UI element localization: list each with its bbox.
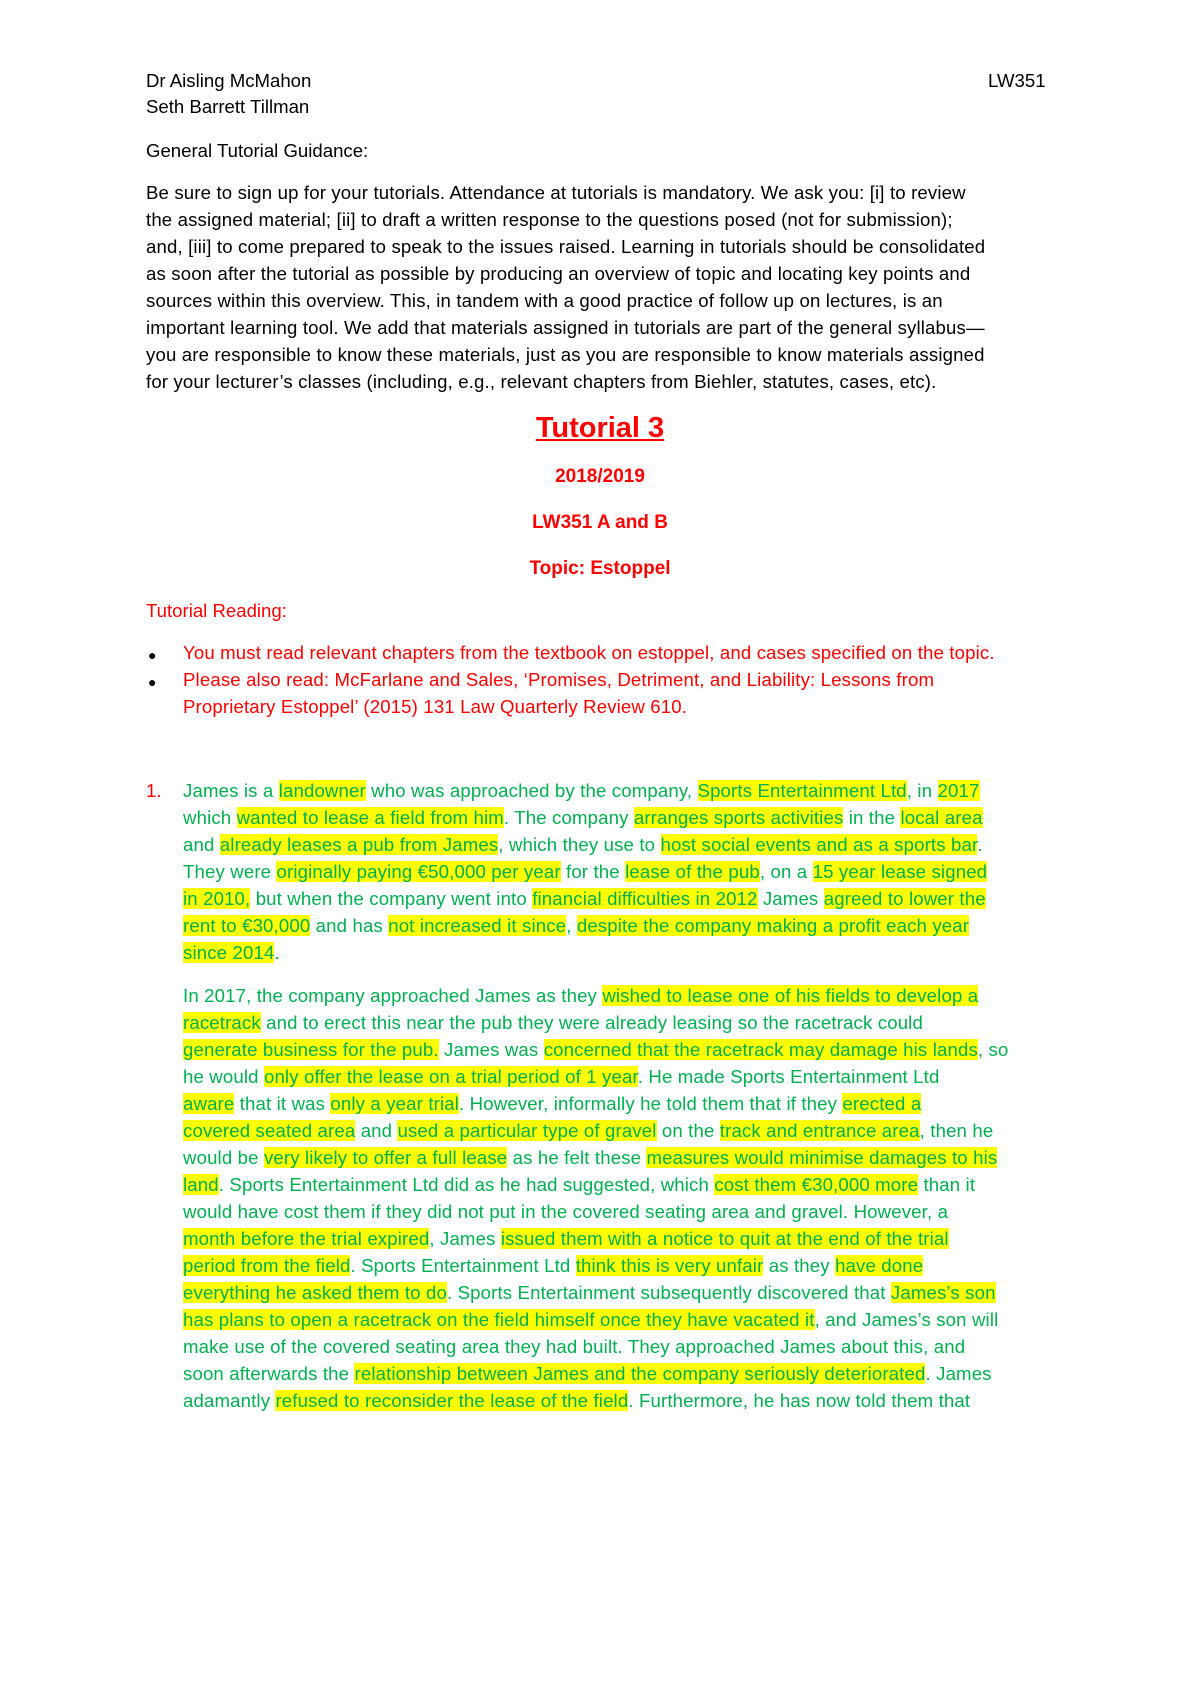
highlighted-text: Sports Entertainment Ltd	[697, 780, 907, 801]
academic-year: 2018/2019	[555, 466, 645, 487]
guidance-heading: General Tutorial Guidance:	[146, 140, 369, 161]
plain-text: for the	[560, 861, 626, 882]
highlighted-text: everything he asked them to do	[183, 1282, 447, 1303]
highlighted-text: track and entrance area	[719, 1120, 920, 1141]
guidance-line: as soon after the tutorial as possible by producing an overview of topic and locating key points and	[146, 263, 971, 284]
highlighted-text: local area	[900, 807, 983, 828]
question-line	[183, 1336, 965, 1358]
highlighted-text: relationship between James and the company seriously deteriorated	[354, 1363, 926, 1384]
highlighted-text: lease of the pub	[625, 861, 760, 882]
plain-text: soon afterwards the	[183, 1363, 355, 1384]
question-number: 1.	[146, 780, 162, 801]
highlighted-text: host social events and as a sports bar	[660, 834, 978, 855]
highlighted-text: generate business for the pub.	[183, 1039, 439, 1060]
question-line	[183, 1390, 970, 1412]
highlighted-text: already leases a pub from James	[219, 834, 499, 855]
plain-text: James is a	[183, 780, 279, 801]
highlighted-text: 15 year lease signed	[812, 861, 988, 882]
reading-heading: Tutorial Reading:	[146, 600, 287, 621]
question-line	[183, 1093, 921, 1115]
highlighted-text: period from the field	[183, 1255, 351, 1276]
highlighted-text: aware	[183, 1093, 235, 1114]
bullet-icon: ●	[148, 647, 157, 663]
tutorial-title: Tutorial 3	[535, 412, 665, 444]
plain-text: as they	[763, 1255, 836, 1276]
plain-text: ,	[566, 915, 577, 936]
highlighted-text: only a year trial	[330, 1093, 460, 1114]
author-name: Dr Aisling McMahon	[146, 70, 312, 91]
plain-text: that it was	[234, 1093, 331, 1114]
highlighted-text: land	[183, 1174, 219, 1195]
plain-text: In 2017, the company approached James as they	[183, 985, 603, 1006]
question-line	[183, 1282, 996, 1304]
bullet-icon: ●	[148, 674, 157, 690]
guidance-line: you are responsible to know these materials, just as you are responsible to know materials assigned	[146, 344, 985, 365]
question-line	[183, 780, 980, 802]
reading-item-continued: Proprietary Estoppel’ (2015) 131 Law Quarterly Review 610.	[183, 696, 688, 717]
plain-text: he would	[183, 1066, 264, 1087]
question-line	[183, 1039, 1008, 1061]
plain-text: , and James’s son will	[814, 1309, 999, 1330]
highlighted-text: have done	[835, 1255, 924, 1276]
plain-text: , which they use to	[498, 834, 661, 855]
plain-text: . He made Sports Entertainment Ltd	[637, 1066, 940, 1087]
highlighted-text: very likely to offer a full lease	[263, 1147, 508, 1168]
question-line	[183, 1228, 949, 1250]
highlighted-text: not increased it since	[388, 915, 567, 936]
plain-text: but when the company went into	[250, 888, 533, 909]
reading-item: Please also read: McFarlane and Sales, ‘Promises, Detriment, and Liability: Lessons from	[183, 669, 935, 690]
guidance-line: important learning tool. We add that materials assigned in tutorials are part of the general syllabus—	[146, 317, 985, 338]
question-line	[183, 915, 969, 937]
guidance-line: the assigned material; [ii] to draft a written response to the questions posed (not for submission);	[146, 209, 953, 230]
plain-text: who was approached by the company,	[365, 780, 698, 801]
plain-text: and to erect this near the pub they were already leasing so the racetrack could	[260, 1012, 923, 1033]
plain-text: and	[355, 1120, 398, 1141]
question-line	[183, 985, 978, 1007]
plain-text: .	[977, 834, 983, 855]
plain-text: . Sports Entertainment Ltd	[350, 1255, 576, 1276]
plain-text: , so	[977, 1039, 1009, 1060]
plain-text: , on a	[759, 861, 813, 882]
highlighted-text: rent to €30,000	[183, 915, 311, 936]
guidance-line: Be sure to sign up for your tutorials. Attendance at tutorials is mandatory. We ask you: [i] to review	[146, 182, 966, 203]
highlighted-text: landowner	[278, 780, 366, 801]
plain-text: and	[183, 834, 220, 855]
question-line	[183, 1120, 993, 1142]
plain-text: than it	[918, 1174, 976, 1195]
plain-text: would be	[183, 1147, 264, 1168]
highlighted-text: originally paying €50,000 per year	[276, 861, 561, 882]
plain-text: . Sports Entertainment subsequently discovered that	[446, 1282, 891, 1303]
question-line	[183, 1012, 923, 1034]
plain-text: as he felt these	[507, 1147, 647, 1168]
plain-text: . However, informally he told them that if they	[459, 1093, 843, 1114]
plain-text: , James	[429, 1228, 501, 1249]
question-line	[183, 1201, 948, 1223]
highlighted-text: think this is very unfair	[575, 1255, 764, 1276]
highlighted-text: arranges sports activities	[633, 807, 844, 828]
plain-text: which	[183, 807, 237, 828]
highlighted-text: has plans to open a racetrack on the field himself once they have vacated it	[183, 1309, 815, 1330]
question-line	[183, 861, 987, 883]
topic-title: Topic: Estoppel	[529, 558, 671, 579]
plain-text: . James	[925, 1363, 992, 1384]
highlighted-text: financial difficulties in 2012	[532, 888, 758, 909]
highlighted-text: measures would minimise damages to his	[646, 1147, 998, 1168]
highlighted-text: cost them €30,000 more	[714, 1174, 919, 1195]
module-title: LW351 A and B	[532, 512, 668, 533]
module-code: LW351	[988, 70, 1046, 91]
highlighted-text: wanted to lease a field from him	[236, 807, 504, 828]
plain-text: .	[274, 942, 280, 963]
highlighted-text: wished to lease one of his fields to develop a	[602, 985, 979, 1006]
question-line	[183, 942, 280, 964]
question-line	[183, 1147, 997, 1169]
plain-text: make use of the covered seating area they had built. They approached James about this, and	[183, 1336, 966, 1357]
plain-text: . The company	[503, 807, 634, 828]
highlighted-text: James’s son	[890, 1282, 996, 1303]
plain-text: , then he	[919, 1120, 994, 1141]
guidance-line: for your lecturer’s classes (including, e.g., relevant chapters from Biehler, statutes, cases, etc).	[146, 371, 937, 392]
highlighted-text: only offer the lease on a trial period of 1 year	[263, 1066, 638, 1087]
author-name-2: Seth Barrett Tillman	[146, 96, 310, 117]
question-line	[183, 1363, 992, 1385]
plain-text: adamantly	[183, 1390, 276, 1411]
plain-text: would have cost them if they did not put in the covered seating area and gravel. However, a	[183, 1201, 949, 1222]
plain-text: . Sports Entertainment Ltd did as he had suggested, which	[218, 1174, 715, 1195]
highlighted-text: in 2010,	[183, 888, 251, 909]
highlighted-text: despite the company making a profit each year	[576, 915, 970, 936]
question-line	[183, 1174, 975, 1196]
question-line	[183, 807, 983, 829]
highlighted-text: since 2014	[183, 942, 275, 963]
highlighted-text: covered seated area	[183, 1120, 356, 1141]
highlighted-text: 2017	[937, 780, 980, 801]
question-line	[183, 834, 983, 856]
highlighted-text: erected a	[842, 1093, 922, 1114]
reading-item: You must read relevant chapters from the textbook on estoppel, and cases specified on the topic.	[183, 642, 995, 663]
plain-text: . Furthermore, he has now told them that	[628, 1390, 971, 1411]
highlighted-text: refused to reconsider the lease of the field	[275, 1390, 629, 1411]
plain-text: , in	[906, 780, 938, 801]
plain-text: and has	[310, 915, 389, 936]
highlighted-text: used a particular type of gravel	[397, 1120, 657, 1141]
question-line	[183, 1309, 998, 1331]
plain-text: on the	[656, 1120, 720, 1141]
question-line	[183, 1066, 940, 1088]
highlighted-text: concerned that the racetrack may damage his lands	[543, 1039, 978, 1060]
question-line	[183, 1255, 923, 1277]
plain-text: in the	[843, 807, 901, 828]
guidance-line: and, [iii] to come prepared to speak to the issues raised. Learning in tutorials should be consolidated	[146, 236, 986, 257]
highlighted-text: month before the trial expired	[183, 1228, 430, 1249]
plain-text: James	[757, 888, 824, 909]
highlighted-text: racetrack	[183, 1012, 261, 1033]
plain-text: James was	[438, 1039, 544, 1060]
plain-text: They were	[183, 861, 277, 882]
highlighted-text: issued them with a notice to quit at the end of the trial	[500, 1228, 949, 1249]
guidance-line: sources within this overview. This, in tandem with a good practice of follow up on lectures, is an	[146, 290, 943, 311]
highlighted-text: agreed to lower the	[823, 888, 986, 909]
question-line	[183, 888, 986, 910]
